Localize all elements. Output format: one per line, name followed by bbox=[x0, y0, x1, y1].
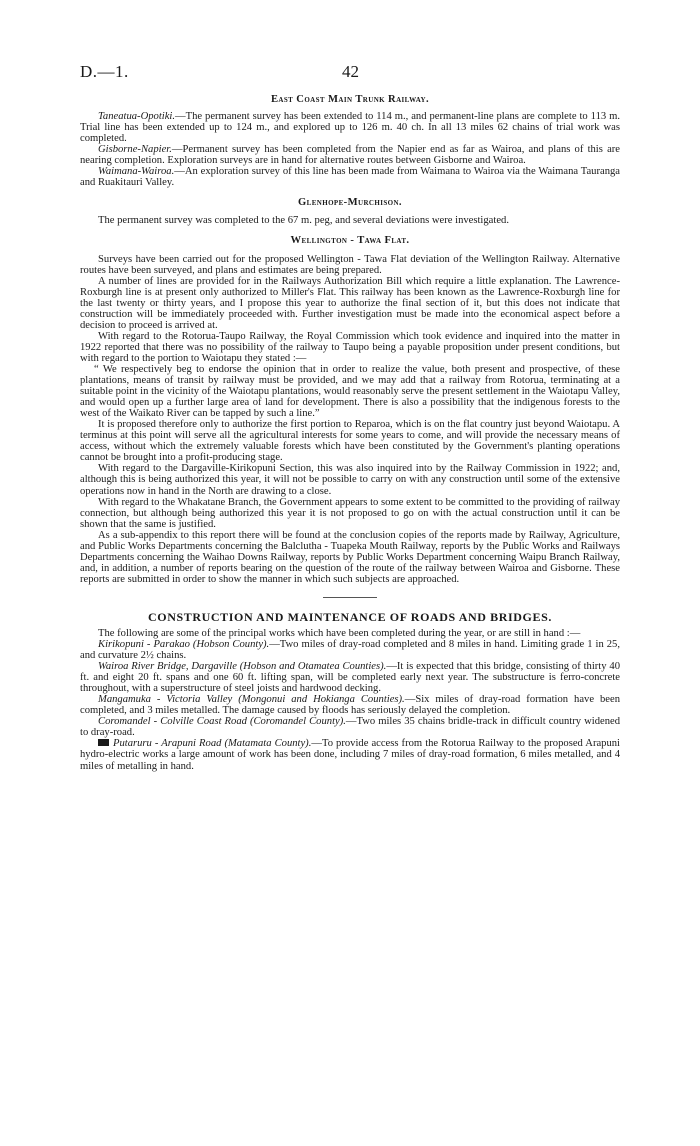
paragraph: With regard to the Rotorua-Taupo Railway, the Royal Commission which took evidence and inquired into the matter in 1922 reported that there was no possibility of the railway to Taupo being a payable proposition under present conditions, but with regard to the portion to Waiotapu they stated :— bbox=[80, 330, 620, 364]
paragraph-label: Putaruru - Arapuni Road (Matamata County). bbox=[113, 738, 312, 750]
paragraph: Surveys have been carried out for the proposed Wellington - Tawa Flat deviation of the Wellington Railway. Alternative routes have been surveyed, and plans and estimates are being prepared. bbox=[80, 253, 620, 276]
paragraph-text: —Permanent survey has been completed from the Napier end as far as Wairoa, and plans of this are nearing completion. Exploration surveys are in hand for alternative routes between Gisborne and Wairoa. bbox=[80, 144, 620, 167]
paragraph bbox=[80, 738, 620, 771]
paragraph: The permanent survey was completed to the 67 m. peg, and several deviations were investigated. bbox=[98, 215, 509, 227]
paragraph-text: —Two miles 35 chains bridle-track in difficult country widened to dray-road. bbox=[80, 716, 620, 739]
paragraph: With regard to the Dargaville-Kirikopuni Section, this was also inquired into by the Railway Commission in 1922; and, although this is being authorized this year, it will not be possible to carry on with any construction until some of the extensive operations now in hand in the North are drawing to a close. bbox=[80, 463, 620, 497]
printer-mark-icon bbox=[98, 739, 109, 746]
paragraph bbox=[80, 639, 620, 661]
body-text bbox=[80, 94, 620, 772]
paragraph bbox=[80, 661, 620, 694]
document-reference: D.—1. bbox=[80, 62, 129, 81]
paragraph bbox=[80, 166, 620, 188]
paragraph bbox=[80, 111, 620, 144]
paragraph-text: —To provide access from the Rotorua Railway to the proposed Arapuni hydro-electric works a large amount of work has been done, including 7 miles of dray-road formation, 6 miles metalled, and 4 miles of metalling in hand. bbox=[80, 738, 621, 772]
paragraph-label: Coromandel - Colville Coast Road (Coromandel County). bbox=[98, 716, 346, 728]
paragraph: As a sub-appendix to this report there will be found at the conclusion copies of the reports made by Railway, Agriculture, and Public Works Departments concerning the Balclutha - Tuapeka Mouth Railway, reports by the Public Works and Railways Departments concerning the Waihao Downs Railway, reports by Public Works Department concerning Waipu Branch Railway, and, in addition, a number of reports bearing on the question of the route of the railway between Wairoa and Gisborne. These reports are submitted in order to show the manner in which such subjects are approached. bbox=[80, 529, 620, 585]
paragraph: It is proposed therefore only to authorize the first portion to Reparoa, which is on the flat country just beyond Waiotapu. A terminus at this point will serve all the agricultural interests for some years to come, and will provide the necessary means of access, without which the extremely valuable forests which have been constituted by the Government's planting operations cannot be brought into a profit-producing stage. bbox=[80, 419, 620, 464]
paragraph: A number of lines are provided for in the Railways Authorization Bill which require a little explanation. The Lawrence-Roxburgh line is at present only authorized to Miller's Flat. This railway has been known as the Lawrence-Roxburgh line for the last twenty or thirty years, and I propose this year to authorize the final section of it, but this does not indicate that construction will be immediately proceeded with. Further investigation must be made into the economical aspect before a decision to proceed is arrived at. bbox=[80, 275, 620, 331]
section-title-glenhope: Glenhope-Murchison. bbox=[298, 197, 402, 209]
paragraph-text: —Six miles of dray-road formation have been completed, and 3 miles metalled. The damage caused by floods has seriously delayed the completion. bbox=[80, 694, 621, 717]
paragraph-label: Taneatua-Opotiki. bbox=[98, 111, 176, 123]
paragraph bbox=[80, 144, 620, 166]
section-title-roads: CONSTRUCTION AND MAINTENANCE OF ROADS AND BRIDGES. bbox=[148, 609, 552, 624]
paragraph-label: Wairoa River Bridge, Dargaville (Hobson and Otamatea Counties). bbox=[98, 661, 387, 673]
paragraph: With regard to the Whakatane Branch, the Government appears to some extent to be committed to the providing of railway connection, but although being authorized this year it is not proposed to go on with the actual construction until it can be shown that the same is justified. bbox=[80, 496, 620, 530]
paragraph-text: —It is expected that this bridge, consisting of thirty 40 ft. and eight 20 ft. spans and one 60 ft. lifting span, will be completed early next year. The substructure is ferro-concrete throughout, with a superstructure of steel joists and hardwood decking. bbox=[80, 661, 620, 695]
paragraph-label: Waimana-Wairoa. bbox=[98, 166, 175, 178]
paragraph-label: Mangamuka - Victoria Valley (Mongonui and Hokianga Counties). bbox=[98, 694, 405, 706]
paragraph-text: —The permanent survey has been extended to 114 m., and permanent-line plans are complete to 113 m. Trial line has been extended up to 124 m., and explored up to 126 m. 40 ch. In all 13 miles 62 chains of trial work was completed. bbox=[80, 111, 620, 145]
paragraph-label: Kirikopuni - Parakao (Hobson County). bbox=[98, 639, 270, 651]
paragraph-label: Gisborne-Napier. bbox=[98, 144, 172, 156]
paragraph: The following are some of the principal works which have been completed during the year, or are still in hand :— bbox=[98, 627, 581, 639]
page-header bbox=[80, 62, 620, 86]
paragraph-text: —An exploration survey of this line has been made from Waimana to Wairoa via the Waimana Tauranga and Ruakitauri Valley. bbox=[80, 166, 620, 189]
section-title-east-coast: East Coast Main Trunk Railway. bbox=[270, 94, 430, 105]
paragraph bbox=[80, 716, 620, 738]
paragraph bbox=[80, 694, 620, 716]
page-number: 42 bbox=[342, 62, 359, 81]
section-divider bbox=[323, 597, 377, 598]
paragraph-text: —Two miles of dray-road completed and 8 miles in hand. Limiting grade 1 in 25, and curvature 2½ chains. bbox=[80, 639, 620, 662]
quotation: “ We respectively beg to endorse the opinion that in order to realize the value, both present and prospective, of these plantations, means of transit by railway must be provided, and we may add that a railway from Rotorua, terminating at a suitable point in the vicinity of the Waiotapu plantations, would reasonably serve the present settlement in the Waiotapu Valley, and would open up a further large area of land for development. There is also a possibility that the indigenous forests to the west of the Waikato River can be tapped by such a line.” bbox=[80, 363, 620, 420]
section-title-wellington: Wellington - Tawa Flat. bbox=[290, 235, 410, 247]
